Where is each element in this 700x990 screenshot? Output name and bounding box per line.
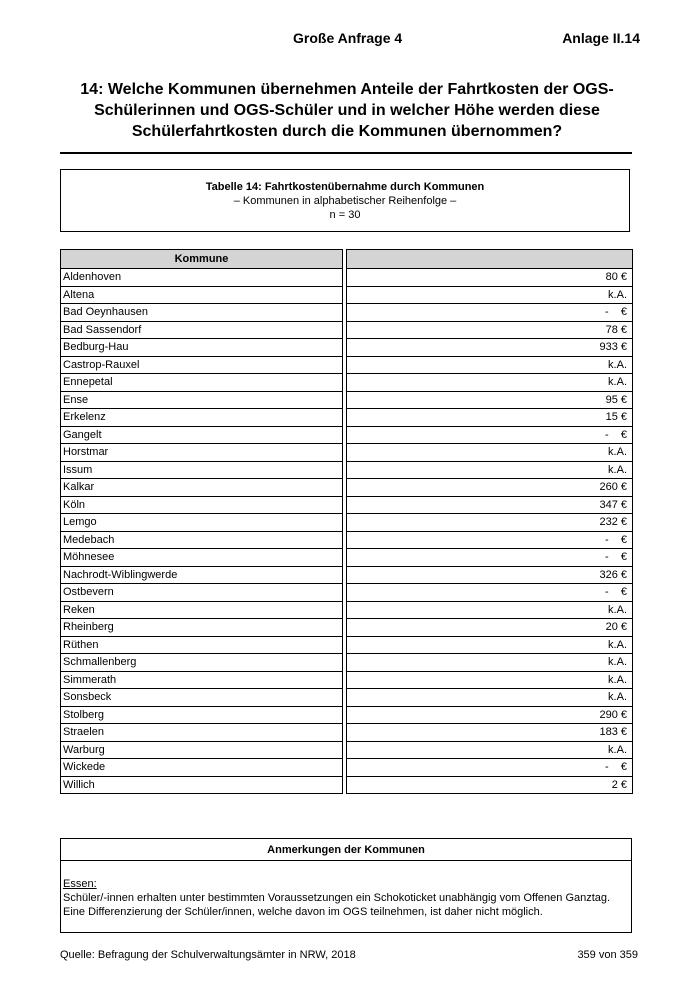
column-header-kommune: Kommune bbox=[61, 250, 343, 269]
table-title-box bbox=[60, 169, 630, 232]
table-row bbox=[61, 479, 633, 497]
kommune-value: - € bbox=[347, 531, 633, 549]
sample-size: n = 30 bbox=[329, 209, 361, 221]
kommune-name: Rüthen bbox=[61, 636, 343, 654]
kommune-name: Rheinberg bbox=[61, 619, 343, 637]
kommune-name: Altena bbox=[61, 286, 343, 304]
kommune-value: - € bbox=[347, 304, 633, 322]
kommune-name: Ense bbox=[61, 391, 343, 409]
kommune-value: k.A. bbox=[347, 444, 633, 462]
kommune-value: 347 € bbox=[347, 496, 633, 514]
kommune-value: 95 € bbox=[347, 391, 633, 409]
kommune-value: k.A. bbox=[347, 601, 633, 619]
table-row bbox=[61, 531, 633, 549]
kommune-value: 2 € bbox=[347, 776, 633, 794]
kommune-name: Schmallenberg bbox=[61, 654, 343, 672]
kommune-name: Bedburg-Hau bbox=[61, 339, 343, 357]
table-row bbox=[61, 304, 633, 322]
kommune-value: k.A. bbox=[347, 636, 633, 654]
table-row bbox=[61, 689, 633, 707]
kommune-name: Bad Oeynhausen bbox=[61, 304, 343, 322]
kommune-name: Simmerath bbox=[61, 671, 343, 689]
table-row bbox=[61, 391, 633, 409]
question-heading: 14: Welche Kommunen übernehmen Anteile der Fahrtkosten der OGS-Schülerinnen und OGS-Schüler und in welcher Höhe werden diese Schülerfahrtkosten durch die Kommunen übernommen? bbox=[80, 81, 614, 140]
kommune-value: k.A. bbox=[347, 654, 633, 672]
kommune-name: Medebach bbox=[61, 531, 343, 549]
table-title: Tabelle 14: Fahrtkostenübernahme durch Kommunen bbox=[205, 181, 485, 193]
table-row bbox=[61, 444, 633, 462]
kommune-name: Gangelt bbox=[61, 426, 343, 444]
table-row bbox=[61, 356, 633, 374]
table-row bbox=[61, 706, 633, 724]
kommune-name: Sonsbeck bbox=[61, 689, 343, 707]
kommune-name: Möhnesee bbox=[61, 549, 343, 567]
kommune-value: k.A. bbox=[347, 286, 633, 304]
table-row bbox=[61, 566, 633, 584]
table-row bbox=[61, 321, 633, 339]
kommune-value: k.A. bbox=[347, 741, 633, 759]
kommune-value: 326 € bbox=[347, 566, 633, 584]
kommune-name: Stolberg bbox=[61, 706, 343, 724]
notes-body bbox=[61, 861, 631, 919]
notes-box bbox=[60, 838, 632, 933]
table-row bbox=[61, 496, 633, 514]
kommune-name: Castrop-Rauxel bbox=[61, 356, 343, 374]
kommune-value: 78 € bbox=[347, 321, 633, 339]
kommune-name: Kalkar bbox=[61, 479, 343, 497]
kommune-value: 80 € bbox=[347, 269, 633, 287]
kommune-name: Reken bbox=[61, 601, 343, 619]
kommune-name: Lemgo bbox=[61, 514, 343, 532]
notes-text: Schüler/-innen erhalten unter bestimmten Voraussetzungen ein Schokoticket unabhängig vom Offenen Ganztag. Eine Differenzierung der Schüler/innen, welche davon im OGS teilnehmen, ist daher nicht möglich. bbox=[63, 892, 611, 918]
data-table bbox=[60, 249, 633, 794]
kommune-value: k.A. bbox=[347, 689, 633, 707]
table-row bbox=[61, 269, 633, 287]
kommune-value: - € bbox=[347, 549, 633, 567]
kommune-name: Ennepetal bbox=[61, 374, 343, 392]
page-number: 359 von 359 bbox=[577, 949, 638, 961]
table-subtitle: – Kommunen in alphabetischer Reihenfolge – bbox=[233, 195, 457, 207]
table-row bbox=[61, 426, 633, 444]
kommune-name: Straelen bbox=[61, 724, 343, 742]
kommune-name: Bad Sassendorf bbox=[61, 321, 343, 339]
table-row bbox=[61, 409, 633, 427]
kommune-value: - € bbox=[347, 426, 633, 444]
table-row bbox=[61, 514, 633, 532]
kommune-value: 260 € bbox=[347, 479, 633, 497]
kommune-value: 20 € bbox=[347, 619, 633, 637]
table-row bbox=[61, 724, 633, 742]
kommune-name: Ostbevern bbox=[61, 584, 343, 602]
kommune-value: 183 € bbox=[347, 724, 633, 742]
kommune-value: - € bbox=[347, 584, 633, 602]
kommune-name: Horstmar bbox=[61, 444, 343, 462]
table-row bbox=[61, 654, 633, 672]
table-row bbox=[61, 549, 633, 567]
kommune-value: 933 € bbox=[347, 339, 633, 357]
table-row bbox=[61, 461, 633, 479]
kommune-value: k.A. bbox=[347, 461, 633, 479]
kommune-value: 15 € bbox=[347, 409, 633, 427]
table-row bbox=[61, 741, 633, 759]
table-row bbox=[61, 601, 633, 619]
table-row bbox=[61, 619, 633, 637]
kommune-value: 290 € bbox=[347, 706, 633, 724]
table-row bbox=[61, 759, 633, 777]
table-row bbox=[61, 584, 633, 602]
kommune-name: Willich bbox=[61, 776, 343, 794]
table-row bbox=[61, 374, 633, 392]
document-title: Große Anfrage 4 bbox=[293, 30, 403, 46]
kommune-value: 232 € bbox=[347, 514, 633, 532]
kommune-name: Warburg bbox=[61, 741, 343, 759]
column-header-value bbox=[347, 250, 633, 269]
notes-label: Essen: bbox=[63, 878, 97, 890]
table-header-row bbox=[61, 250, 633, 269]
kommune-name: Aldenhoven bbox=[61, 269, 343, 287]
source-note: Quelle: Befragung der Schulverwaltungsämter in NRW, 2018 bbox=[60, 949, 356, 961]
kommune-value: - € bbox=[347, 759, 633, 777]
table-row bbox=[61, 286, 633, 304]
table-row bbox=[61, 636, 633, 654]
annex-label: Anlage II.14 bbox=[562, 30, 640, 46]
table-row bbox=[61, 339, 633, 357]
table-row bbox=[61, 671, 633, 689]
kommune-value: k.A. bbox=[347, 671, 633, 689]
kommune-name: Erkelenz bbox=[61, 409, 343, 427]
divider bbox=[60, 152, 632, 154]
kommune-name: Köln bbox=[61, 496, 343, 514]
table-row bbox=[61, 776, 633, 794]
notes-heading: Anmerkungen der Kommunen bbox=[61, 839, 631, 861]
kommune-name: Issum bbox=[61, 461, 343, 479]
kommune-value: k.A. bbox=[347, 374, 633, 392]
kommune-name: Wickede bbox=[61, 759, 343, 777]
kommune-name: Nachrodt-Wiblingwerde bbox=[61, 566, 343, 584]
kommune-value: k.A. bbox=[347, 356, 633, 374]
